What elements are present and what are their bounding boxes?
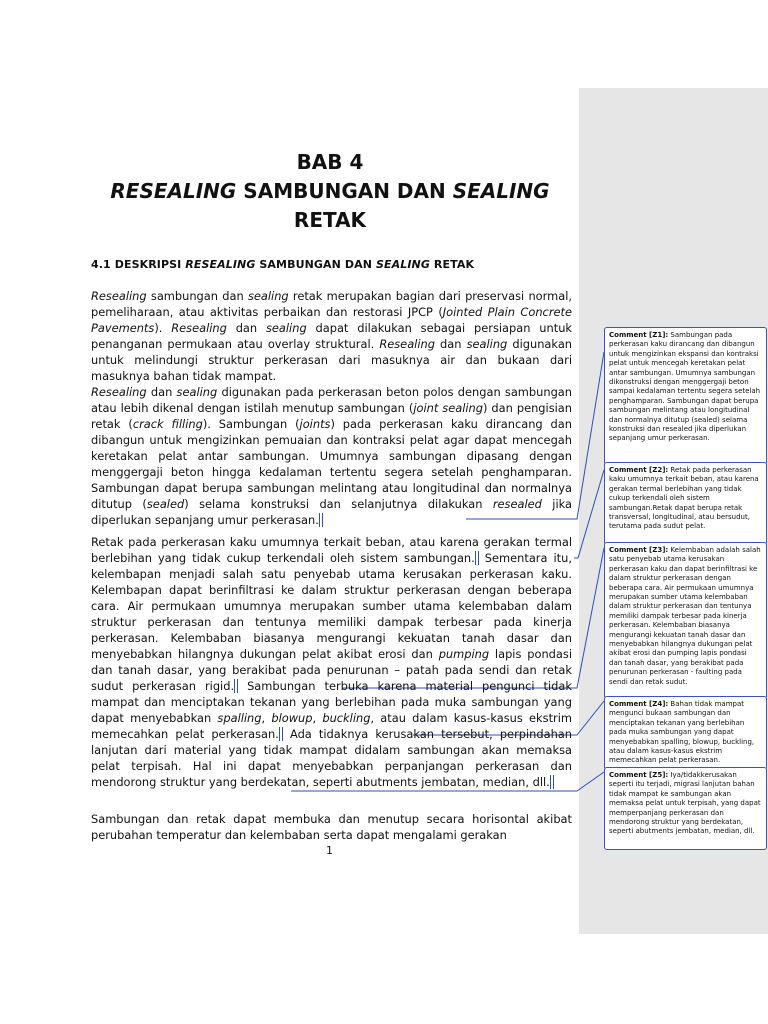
text-run: ). Sambungan ( xyxy=(202,417,300,431)
comment-text: Retak pada perkerasan kaku umumnya terkait beban, atau karena gerakan termal berlebihan yang tidak cukup terkendali oleh sistem sambungan.Retak dapat berupa retak transversal, longitudinal, atau bersudut, terutama pada sudut pelat. xyxy=(609,466,759,531)
italic-term: blowup xyxy=(271,711,313,725)
connector-z2 xyxy=(574,470,604,558)
italic-term: Resealing xyxy=(171,321,227,335)
comment-text: Iya/tidakkerusakan seperti itu terjadi, migrasi lanjutan bahan tidak mampat ke sambungan akan memaksa pelat untuk terpisah, yang dapat memperpanjang perkerasan dan mendorong struktur yang berdekatan, seperti abutments jembatan, median, dll. xyxy=(609,771,761,836)
italic-term: sealing xyxy=(247,289,289,303)
text-run: Sambungan terbuka karena material pengunci tidak mampat dan menciptakan tekanan yang berlebihan pada muka sambungan yang dapat menyebabkan xyxy=(91,679,572,725)
chapter-title-italic-2: SEALING xyxy=(452,179,550,203)
italic-term: Resealing xyxy=(91,289,147,303)
comment-z5[interactable] xyxy=(604,767,767,850)
comment-text: Sambungan pada perkerasan kaku dirancang dan dibangun untuk mengizinkan ekspansi dan kontraksi pelat untuk mencegah keretakan pelat antar sambungan. Umumnya sambungan dikonstruksi dengan menggergaji beton sampai kedalaman tertentu segera setelah penghamparan. Sambungan dapat berupa sambungan melintang atau longitudinal dan normalnya ditutup (sealed) selama konstruksi dan resealed jika diperlukan sepanjang umur perkerasan. xyxy=(609,331,761,443)
chapter-title-text: SAMBUNGAN DAN xyxy=(236,179,453,203)
italic-term: spalling xyxy=(217,711,262,725)
text-run: dapat dilakukan sebagai persiapan untuk penanganan permukaan atau overlay struktural. xyxy=(91,321,573,351)
text-run: Ada tidaknya kerusakan tersebut, perpindahan lanjutan dari material yang tidak mampat didalam sambungan akan memaksa pelat terpisah. Hal ini dapat menyebabkan perpanjangan perkerasan dan mendorong struktur yang berdekatan, seperti abutments jembatan, median, dll. xyxy=(91,727,572,789)
body-paragraph-2 xyxy=(91,534,572,790)
text-run: ) pada perkerasan kaku dirancang dan dibangun untuk mengizinkan pemuaian dan kontraksi pelat agar dapat mencegah keretakan pelat antar sambungan. Umumnya sambungan dipasang dengan menggergaji beton hingga kedalaman tertentu segera setelah penghamparan. Sambungan dapat berupa sambungan melintang atau longitudinal dan normalnya ditutup ( xyxy=(91,417,572,511)
comment-label: Comment [Z1]: xyxy=(609,331,669,339)
comment-label: Comment [Z2]: xyxy=(609,466,669,474)
comment-label: Comment [Z3]: xyxy=(609,546,669,554)
section-heading-text: SAMBUNGAN DAN xyxy=(255,258,376,271)
italic-term: sealing xyxy=(265,321,307,335)
section-heading-text: DESKRIPSI xyxy=(110,258,186,271)
section-number: 4.1 xyxy=(91,258,111,271)
italic-term: Jointed Plain Concrete Pavements xyxy=(91,305,572,335)
body-paragraph-3: Sambungan dan retak dapat membuka dan menutup secara horisontal akibat perubahan temperatur dan kelembaban serta dapat mengalami gerakan xyxy=(91,812,572,842)
italic-term: joints xyxy=(299,417,331,431)
text-run: ) dan pengisian retak ( xyxy=(91,401,573,431)
italic-term: sealing xyxy=(176,385,218,399)
italic-term: buckling xyxy=(322,711,371,725)
italic-term: joint sealing xyxy=(413,401,483,415)
body-paragraph-1 xyxy=(91,288,572,528)
comment-z3[interactable] xyxy=(604,542,767,699)
text-run: jika diperlukan sepanjang umur perkerasan. xyxy=(91,497,573,527)
chapter-title xyxy=(80,148,580,235)
comment-text: Bahan tidak mampat mengunci bukaan sambungan dan menciptakan tekanan yang berlebihan pada muka sambungan yang dapat menyebabkan spalling, blowup, buckling, atau dalam kasus-kasus ekstrim memecahkan pelat perkerasan. xyxy=(609,700,755,765)
comment-anchor-z1[interactable] xyxy=(319,513,323,527)
text-run: , xyxy=(312,711,323,725)
comment-z4[interactable] xyxy=(604,696,767,770)
chapter-title-line xyxy=(80,177,580,206)
comment-text: Kelembaban adalah salah satu penyebab utama kerusakan perkerasan kaku dan dapat berinfiltrasi ke dalam struktur perkerasan dengan beberapa cara. Air permukaan umumnya merupakan sumber utama kelembaban dalam struktur perkerasan dan tentunya memiliki dampak terbesar pada kinerja perkerasan. Kelembaban biasanya mengurangi kekuatan tanah dasar dan menyebabkan hilangnya dukungan pelat akibat erosi dan pumping lapis pondasi dan tanah dasar, yang berakibat pada penurunan perkerasan - faulting pada sendi dan retak sudut. xyxy=(609,546,761,686)
italic-term: Resealing xyxy=(91,385,147,399)
comment-label: Comment [Z5]: xyxy=(609,771,669,779)
text-run: , xyxy=(261,711,272,725)
page-number: 1 xyxy=(326,844,333,857)
chapter-label: BAB 4 xyxy=(296,150,364,174)
text-run: Sementara itu, kelembapan menjadi salah satu penyebab utama kerusakan perkerasan kaku. Kelembapan dapat berinfiltrasi ke dalam struktur perkerasan dengan beberapa cara. Air permukaan umumnya merupakan sumber utama kelembaban dalam struktur perkerasan dan tentunya memiliki dampak terbesar pada kinerja perkerasan. Kelembaban biasanya mengurangi kekuatan tanah dasar dan menyebabkan hilangnya dukungan pelat akibat erosi dan xyxy=(91,551,572,661)
italic-term: sealing xyxy=(466,337,508,351)
section-heading-text: RETAK xyxy=(429,258,475,271)
italic-term: resealed xyxy=(492,497,542,511)
text-run: retak merupakan bagian dari preservasi normal, pemeliharaan, atau aktivitas perbaikan dan restorasi JPCP ( xyxy=(91,289,572,319)
section-heading-italic: SEALING xyxy=(375,258,430,271)
text-run: sambungan dan xyxy=(146,289,248,303)
section-heading-italic: RESEALING xyxy=(185,258,256,271)
text-run: , atau dalam kasus-kasus ekstrim memecahkan pelat perkerasan. xyxy=(91,711,572,741)
italic-term: sealed xyxy=(146,497,185,511)
italic-term: Resealing xyxy=(379,337,435,351)
section-heading xyxy=(91,258,474,271)
italic-term: crack filling xyxy=(132,417,203,431)
text-run: digunakan pada perkerasan beton polos dengan sambungan atau lebih dikenal dengan istilah menutup sambungan ( xyxy=(91,385,573,415)
comment-anchor-z5[interactable] xyxy=(550,775,554,789)
text-run: ). xyxy=(154,321,172,335)
comment-z1[interactable] xyxy=(604,327,767,465)
text-run: digunakan untuk melindungi struktur perkerasan dari masuknya air dan bukaan dari masuknya bahan tidak mampat. xyxy=(91,337,573,383)
italic-term: pumping xyxy=(438,647,490,661)
text-run: dan xyxy=(146,385,177,399)
chapter-title-line-2: RETAK xyxy=(293,208,367,232)
text-run: dan xyxy=(434,337,467,351)
text-run: Retak pada perkerasan kaku umumnya terkait beban, atau karena gerakan termal berlebihan yang tidak cukup terkendali oleh sistem sambungan. xyxy=(91,535,572,565)
comment-label: Comment [Z4]: xyxy=(609,700,669,708)
text-run: lapis pondasi dan tanah dasar, yang berakibat pada penurunan – patah pada sendi dan retak sudut perkerasan rigid. xyxy=(91,647,572,693)
text-run: ) selama konstruksi dan selanjutnya dilakukan xyxy=(184,497,493,511)
chapter-title-italic-1: RESEALING xyxy=(110,179,237,203)
comment-z2[interactable] xyxy=(604,462,767,545)
text-run: dan xyxy=(226,321,266,335)
